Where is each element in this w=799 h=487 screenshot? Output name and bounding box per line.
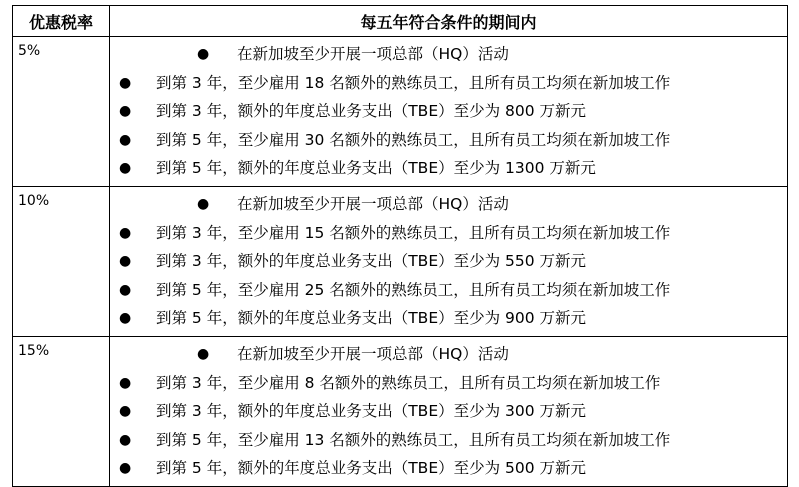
conditions-list [110, 190, 787, 333]
condition-text: 到第 3 年，额外的年度总业务支出（TBE）至少为 550 万新元 [156, 252, 587, 271]
conditions-cell [110, 336, 788, 486]
list-item [110, 426, 787, 455]
conditions-list [110, 340, 787, 483]
conditions-cell [110, 37, 788, 187]
list-item [110, 304, 787, 333]
condition-text: 到第 3 年，额外的年度总业务支出（TBE）至少为 300 万新元 [156, 402, 587, 421]
list-item [110, 40, 787, 69]
list-item [110, 154, 787, 183]
list-item [110, 219, 787, 248]
bullet-icon: ● [119, 224, 132, 241]
bullet-icon: ● [119, 74, 132, 91]
condition-text: 到第 5 年，额外的年度总业务支出（TBE）至少为 900 万新元 [156, 309, 587, 328]
condition-text: 到第 5 年，至少雇用 25 名额外的熟练员工，且所有员工均须在新加坡工作 [156, 280, 671, 299]
bullet-icon: ● [119, 431, 132, 448]
bullet-icon: ● [119, 460, 132, 477]
table-row [13, 37, 788, 187]
list-item [110, 190, 787, 219]
table-row [13, 186, 788, 336]
condition-text: 到第 3 年，至少雇用 15 名额外的熟练员工，且所有员工均须在新加坡工作 [156, 223, 671, 242]
table-header [13, 6, 788, 37]
rate-column-header: 优惠税率 [13, 6, 110, 37]
condition-text: 在新加坡至少开展一项总部（HQ）活动 [237, 344, 509, 363]
rate-cell: 15% [13, 336, 110, 486]
list-item [110, 397, 787, 426]
conditions-list [110, 40, 787, 183]
condition-text: 到第 5 年，额外的年度总业务支出（TBE）至少为 1300 万新元 [156, 159, 596, 178]
condition-text: 到第 3 年，额外的年度总业务支出（TBE）至少为 800 万新元 [156, 102, 587, 121]
condition-text: 在新加坡至少开展一项总部（HQ）活动 [237, 194, 509, 213]
bullet-icon: ● [119, 374, 132, 391]
bullet-icon: ● [119, 310, 132, 327]
list-item [110, 369, 787, 398]
bullet-icon: ● [119, 403, 132, 420]
condition-text: 到第 3 年，至少雇用 18 名额外的熟练员工，且所有员工均须在新加坡工作 [156, 73, 671, 92]
condition-text: 在新加坡至少开展一项总部（HQ）活动 [237, 45, 509, 63]
bullet-icon: ● [119, 131, 132, 148]
condition-text: 到第 5 年，至少雇用 13 名额外的熟练员工，且所有员工均须在新加坡工作 [156, 430, 671, 449]
bullet-icon: ● [197, 345, 210, 362]
bullet-icon: ● [197, 195, 210, 212]
list-item [110, 276, 787, 305]
condition-text: 到第 3 年，至少雇用 8 名额外的熟练员工，且所有员工均须在新加坡工作 [156, 373, 661, 392]
table-row [13, 336, 788, 486]
header-row [13, 6, 788, 37]
bullet-icon: ● [119, 281, 132, 298]
condition-text: 到第 5 年，至少雇用 30 名额外的熟练员工，且所有员工均须在新加坡工作 [156, 130, 671, 149]
list-item [110, 97, 787, 126]
bullet-icon: ● [119, 103, 132, 120]
condition-text: 到第 5 年，额外的年度总业务支出（TBE）至少为 500 万新元 [156, 459, 587, 478]
rate-cell: 10% [13, 186, 110, 336]
bullet-icon: ● [119, 160, 132, 177]
list-item [110, 340, 787, 369]
incentive-rate-table [12, 5, 788, 487]
bullet-icon: ● [119, 253, 132, 270]
conditions-column-header: 每五年符合条件的期间内 [110, 6, 788, 37]
list-item [110, 69, 787, 98]
list-item [110, 126, 787, 155]
list-item [110, 454, 787, 483]
bullet-icon: ● [197, 46, 210, 62]
conditions-cell [110, 186, 788, 336]
list-item [110, 247, 787, 276]
table-body [13, 37, 788, 487]
rate-cell: 5% [13, 37, 110, 187]
